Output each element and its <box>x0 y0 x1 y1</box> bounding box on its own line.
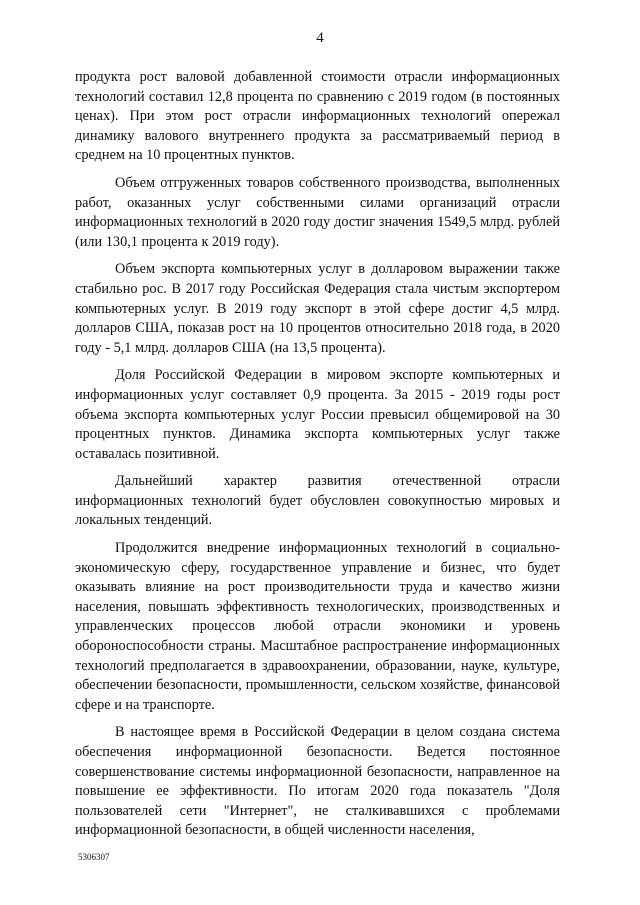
paragraph: Объем экспорта компьютерных услуг в долларовом выражении также стабильно рос. В 2017 году Российская Федерация стала чистым экспортером компьютерных услуг. В 2019 году экспорт в этой сфере достиг 4,5 млрд. долларов США, показав рост на 10 процентов относительно 2018 года, в 2020 году - 5,1 млрд. долларов США (на 13,5 процента). <box>75 261 560 356</box>
page-number: 4 <box>316 30 324 46</box>
paragraph: Объем отгруженных товаров собственного производства, выполненных работ, оказанных услуг собственными силами организаций отрасли информационных технологий в 2020 году достиг значения 1549,5 млрд. рублей (или 130,1 процента к 2019 году). <box>75 174 560 250</box>
paragraph: продукта рост валовой добавленной стоимости отрасли информационных технологий составил 12,8 процента по сравнению с 2019 годом (в постоянных ценах). При этом рост отрасли информационных технологий опережал динамику валового внутреннего продукта за рассматриваемый период в среднем на 10 процентных пунктов. <box>75 69 560 164</box>
paragraph: В настоящее время в Российской Федерации в целом создана система обеспечения информационной безопасности. Ведется постоянное совершенствование системы информационной безопасности, направленное на повышение ее эффективности. По итогам 2020 года показатель "Доля пользователей сети "Интернет", не сталкивавшихся с проблемами информационной безопасности, в общей численности населения, <box>75 724 560 839</box>
paragraph: Дальнейший характер развития отечественной отрасли информационных технологий будет обусловлен совокупностью мировых и локальных тенденций. <box>75 473 560 529</box>
paragraph: Доля Российской Федерации в мировом экспорте компьютерных и информационных услуг составляет 0,9 процента. За 2015 - 2019 годы рост объема экспорта компьютерных услуг России превысил общемировой на 30 процентных пунктов. Динамика экспорта компьютерных услуг также оставалась позитивной. <box>75 367 560 462</box>
body-text <box>75 68 560 849</box>
document-code: 5306307 <box>78 852 110 862</box>
paragraph: Продолжится внедрение информационных технологий в социально-экономическую сферу, государственное управление и бизнес, что будет оказывать влияние на рост производительности труда и качество жизни населения, повышать эффективность технологических, производственных и управленческих процессов любой отрасли экономики и уровень обороноспособности страны. Масштабное распространение информационных технологий предполагается в здравоохранении, образовании, науке, культуре, обеспечении безопасности, промышленности, сельском хозяйстве, финансовой сфере и на транспорте. <box>75 540 560 713</box>
